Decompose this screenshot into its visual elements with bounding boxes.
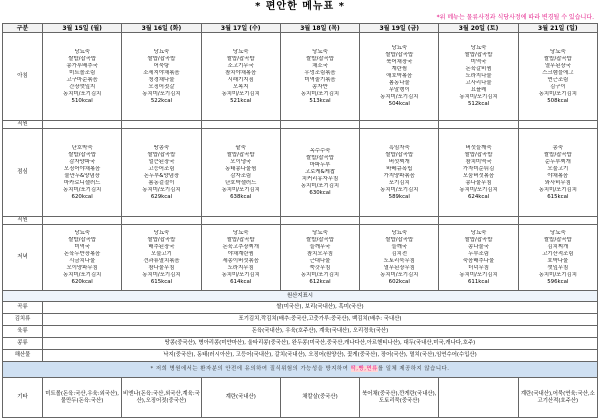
menu-item: 북어채장국: [386, 59, 413, 65]
origin-label: 육류: [3, 326, 43, 338]
staff-cell: [43, 217, 122, 225]
etc-label: 기타: [3, 378, 43, 418]
menu-cell: [43, 33, 122, 121]
kcal-value: 602kcal: [388, 278, 410, 285]
menu-item: 고사리나물: [465, 80, 492, 86]
menu-item: 당뇨죽: [153, 48, 170, 55]
menu-item: 애호박볶음: [386, 73, 413, 79]
kcal-value: 629kcal: [150, 193, 173, 200]
menu-item: 버섯들깨죽: [465, 144, 492, 151]
menu-item: 쌀밥/잡곡밥: [543, 236, 572, 243]
menu-item: 당뇨죽: [391, 45, 408, 51]
menu-item: 돈육고추장찌개: [222, 243, 259, 250]
staff-cell: [518, 217, 597, 225]
menu-item: 배추된장국: [148, 243, 175, 250]
menu-item: 오이양파무침: [66, 264, 98, 271]
menu-item: 봄동나물: [388, 80, 410, 86]
menu-item: 쌀밥/잡곡밥: [306, 236, 334, 243]
staff-cell: [439, 217, 518, 225]
menu-item: 소세지야채볶음: [143, 69, 180, 76]
menu-item: 단호박샐러드: [225, 179, 257, 186]
menu-item: 쌀밥/잡곡밥: [68, 55, 97, 62]
menu-item: 김구이: [550, 83, 566, 90]
menu-item: 참치오무침: [306, 250, 333, 257]
menu-cell: [201, 225, 280, 291]
menu-item: 모둠버섯볶음: [462, 172, 495, 179]
menu-item: 쌀밥/잡곡밥: [147, 151, 176, 158]
staff-cell: [360, 121, 439, 129]
menu-table: [2, 23, 598, 418]
staff-cell: [280, 217, 359, 225]
kcal-value: 630kcal: [309, 190, 331, 196]
menu-item: 동치미/포기김치: [538, 186, 577, 193]
menu-item: 치커리유자무침: [301, 176, 339, 182]
menu-item: 동태콩나물찜: [225, 165, 257, 172]
page-title: * 편안한 메뉴표 *: [255, 1, 345, 12]
menu-item: 버섯찌개: [388, 158, 410, 165]
origin-row: [3, 302, 598, 314]
menu-item: 동치미/포기김치: [142, 186, 181, 193]
menu-item: 견과류멸치볶음: [143, 257, 180, 264]
kcal-value: 624kcal: [467, 193, 490, 200]
staff-row: [3, 217, 598, 225]
menu-item: 연근조림: [547, 76, 569, 83]
origin-text: 쌀(미국산), 보리(국내산), 흑미(국산): [43, 302, 598, 314]
menu-item: 가지양파볶음: [383, 172, 415, 179]
menu-item: 콩나물국: [468, 243, 489, 250]
day-header: 3월 18일 (목): [280, 24, 359, 33]
origin-text: 돈육(국내산), 우육(호주산), 계육(국내산), 오리정육(국산): [43, 326, 598, 338]
menu-item: 동치미/포기김치: [63, 90, 102, 97]
menu-item: 순두부찌개: [544, 158, 571, 165]
etc-row: [3, 378, 598, 418]
menu-item: 청경채나물: [148, 76, 175, 83]
menu-item: 참치미역국: [465, 158, 492, 165]
menu-cell: [280, 33, 359, 121]
menu-item: 당뇨죽: [232, 229, 249, 236]
menu-item: 열무된장국: [544, 62, 571, 69]
menu-item: 쌀밥/잡곡밥: [543, 55, 572, 62]
menu-item: 동치미/포기김치: [221, 186, 260, 193]
menu-item: 근대나물: [309, 257, 331, 264]
menu-item: 콩죽: [552, 144, 564, 151]
menu-item: 요플레: [470, 87, 487, 93]
menu-item: 동치미/포기김치: [63, 271, 102, 278]
menu-item: 쌀밥/잡곡밥: [464, 151, 493, 158]
menu-item: 오이냉국: [230, 158, 252, 165]
menu-item: 콩자반: [312, 83, 328, 90]
menu-item: 얼큰된장국: [148, 158, 175, 165]
staff-label: 직원: [3, 217, 43, 225]
kcal-value: 589kcal: [388, 193, 410, 200]
staff-label: 직원: [3, 121, 43, 129]
change-notice: *위 메뉴는 물류사정과 식당사정에 따라 변경될 수 있습니다.: [436, 14, 594, 21]
menu-cell: [439, 129, 518, 217]
menu-item: 와사비무침: [544, 179, 571, 186]
origin-row: [3, 326, 598, 338]
etc-cell: 계란(국내산): [201, 378, 280, 418]
menu-item: 포기김치: [388, 179, 410, 186]
kcal-value: 521kcal: [230, 97, 252, 104]
menu-item: 깻잎무침: [547, 264, 569, 271]
menu-cell: [280, 129, 359, 217]
menu-cell: [201, 33, 280, 121]
kcal-value: 614kcal: [230, 278, 252, 285]
menu-cell: [518, 225, 597, 291]
origin-heading-row: [3, 291, 598, 302]
menu-item: 고기산적조림: [542, 250, 574, 257]
kcal-value: 504kcal: [388, 101, 410, 107]
menu-item: 두부조림: [468, 250, 489, 257]
menu-item: 동치미/포기김치: [300, 183, 340, 189]
kcal-value: 510kcal: [71, 97, 93, 104]
menu-item: 동치미/포기김치: [538, 271, 577, 278]
menu-item: 고등어조림: [148, 165, 175, 172]
menu-item: 동치미/포기김치: [459, 94, 498, 100]
menu-item: 야채계란찜: [227, 250, 254, 257]
menu-item: 마파두부: [309, 162, 331, 168]
menu-item: 쌀밥/잡곡밥: [543, 151, 572, 158]
menu-item: 쌀밥/잡곡밥: [464, 52, 493, 58]
menu-item: 어묵탕: [153, 62, 170, 69]
menu-item: 당뇨죽: [312, 48, 328, 55]
menu-item: 오징어야채볶음: [63, 165, 101, 172]
origin-label: 곡류: [3, 302, 43, 314]
menu-item: 미역줄기볶음: [304, 76, 336, 83]
meal-row: [3, 129, 598, 217]
kcal-value: 620kcal: [71, 193, 93, 200]
etc-cell: 계란(국내산),어묵(연육:국산,소고기산적(호주산): [518, 378, 597, 418]
menu-item: 당뇨죽: [74, 229, 90, 236]
menu-item: 쌀밥/잡곡밥: [385, 151, 414, 158]
menu-item: 숙음배추나물: [462, 257, 495, 264]
menu-item: 동치미/포기김치: [142, 90, 181, 97]
menu-item: 동치미/포기김치: [459, 271, 498, 278]
menu-cell: [201, 129, 280, 217]
menu-item: 쌀밥/잡곡밥: [464, 236, 493, 243]
menu-item: 소고기무국: [227, 62, 254, 69]
kcal-value: 508kcal: [547, 97, 569, 104]
origin-row: [3, 314, 598, 326]
menu-item: 쌀밥/잡곡밥: [385, 236, 414, 243]
menu-item: 쌀밥/잡곡밥: [147, 236, 176, 243]
staff-cell: [43, 121, 122, 129]
day-header: 3월 20일 (토): [439, 24, 518, 33]
menu-item: 마카로니샐러드: [63, 179, 101, 186]
menu-item: 도토리묵무침: [383, 257, 415, 264]
menu-item: 오불고기: [151, 250, 172, 257]
menu-item: 스크램블에그: [542, 69, 574, 76]
kcal-value: 513kcal: [309, 97, 331, 104]
menu-item: 쌀밥/잡곡밥: [306, 155, 334, 161]
menu-item: 간장깻잎지: [69, 83, 96, 90]
menu-item: 더덕무침: [468, 264, 489, 271]
menu-item: 당뇨죽: [153, 229, 170, 236]
menu-cell: [43, 129, 122, 217]
menu-item: 참나물무침: [148, 264, 175, 271]
meal-label: 저녁: [3, 225, 43, 291]
menu-item: 오징어젓갈: [148, 83, 175, 90]
menu-item: 들깨무국: [309, 243, 331, 250]
origin-text: 포기김치,깍김치(배추:중국산,고춧가루:중국산), 백김치(배추: 국내산): [43, 314, 598, 326]
menu-item: 김치찌개: [547, 243, 569, 250]
staff-cell: [280, 121, 359, 129]
menu-item: 당뇨죽: [312, 229, 328, 236]
menu-item: 무말랭이: [388, 87, 410, 93]
etc-cell: 채칼살(중국산): [280, 378, 359, 418]
menu-item: 당뇨죽: [470, 45, 487, 51]
kcal-value: 596kcal: [547, 278, 569, 285]
menu-item: 오복지: [232, 83, 249, 90]
kcal-value: 611kcal: [467, 278, 490, 285]
origin-label: 김치류: [3, 314, 43, 326]
menu-item: 우엉조림볶음: [304, 69, 336, 76]
staff-cell: [201, 121, 280, 129]
staff-cell: [122, 121, 201, 129]
kcal-value: 612kcal: [309, 278, 331, 285]
day-header: 3월 17일 (수): [201, 24, 280, 33]
menu-item: 단호박죽: [71, 144, 93, 151]
menu-item: 미역국: [470, 59, 487, 65]
menu-item: 당뇨죽: [391, 229, 408, 236]
menu-cell: [280, 225, 359, 291]
menu-item: 돈육두반장볶음: [63, 250, 101, 257]
kcal-value: 638kcal: [230, 193, 252, 200]
menu-item: 쌀밥/잡곡밥: [68, 236, 97, 243]
staff-row: [3, 121, 598, 129]
menu-item: 미트볼조림: [69, 69, 96, 76]
origin-text: 낙지(중국산), 동태(러시아산), 고등어(국내산), 갈치(국내산), 오징어(원양산), 꽃게(중국산), 장어(국산), 멸치(국산),임연수어(수입산): [43, 350, 598, 362]
menu-cell: [518, 129, 597, 217]
meal-label: 아침: [3, 33, 43, 121]
menu-item: 동치미/포기김치: [380, 94, 419, 100]
safety-banner: [3, 362, 598, 378]
menu-item: 동치미/포기김치: [221, 90, 260, 97]
menu-item: 고로케&케찹: [304, 169, 336, 175]
menu-cell: [360, 129, 439, 217]
menu-cell: [439, 225, 518, 291]
kcal-value: 620kcal: [71, 278, 93, 285]
menu-item: 동치미/포기김치: [538, 90, 577, 97]
menu-cell: [360, 225, 439, 291]
menu-item: 쌀밥/잡곡밥: [226, 236, 255, 243]
menu-item: 콩나물무침: [465, 179, 492, 186]
menu-item: 채소국: [312, 62, 328, 69]
menu-item: 참치야채볶음: [225, 69, 257, 76]
banner-text: * 저희 병원에서는 환자분의 안전에 유의하여 질식위험의 가능성을 방지하여: [150, 366, 351, 372]
day-header: 3월 15일 (월): [43, 24, 122, 33]
menu-item: 세송이버섯볶음: [222, 257, 259, 264]
menu-item: 바베큐폭립: [386, 165, 413, 172]
menu-item: 오불고기: [547, 165, 569, 172]
etc-cell: [439, 378, 518, 418]
menu-item: 쌀밥/잡곡밥: [226, 151, 255, 158]
menu-item: 당뇨죽: [232, 48, 249, 55]
origin-row: [3, 338, 598, 350]
menu-item: 동치미/포기김치: [63, 186, 102, 193]
menu-cell: [360, 33, 439, 121]
origin-heading: 원산지표시: [3, 291, 598, 302]
menu-item: 동치미/포기김치: [380, 186, 419, 193]
menu-item: 콩가루배추국: [66, 62, 98, 69]
kcal-value: 512kcal: [467, 101, 490, 107]
menu-cell: [439, 33, 518, 121]
menu-item: 계란찜: [391, 66, 408, 72]
etc-cell: 미트볼(돈육:국산,우육:외국산),물만두(돈육:국산): [43, 378, 122, 418]
origin-row: [3, 350, 598, 362]
staff-cell: [360, 217, 439, 225]
staff-cell: [201, 217, 280, 225]
menu-item: 땅콩죽: [153, 144, 170, 151]
menu-item: 당뇨죽: [74, 48, 90, 55]
menu-item: 호박나물: [547, 257, 569, 264]
menu-item: 쌀밥/잡곡밥: [68, 151, 97, 158]
menu-cell: [122, 33, 201, 121]
menu-item: 쌀밥/잡곡밥: [306, 55, 334, 62]
menu-item: 야채볶음: [547, 172, 569, 179]
banner-text-end: 를 일체 제공하지 않습니다.: [377, 366, 450, 372]
menu-cell: [518, 33, 597, 121]
day-header: 3월 16일 (화): [122, 24, 201, 33]
menu-item: 감자양파국: [69, 158, 96, 165]
menu-item: 팥죽: [235, 144, 246, 151]
etc-cell: 북어채(중국산),깐게란(국내산),도토리묵(중국산): [360, 378, 439, 418]
menu-item: 김치전: [391, 250, 408, 257]
menu-item: 물만두&양념장: [64, 172, 100, 179]
menu-item: 돈두부&양념장: [143, 172, 180, 179]
meal-row: [3, 225, 598, 291]
menu-item: 당뇨죽: [550, 48, 566, 55]
menu-item: 가자미순튀김: [462, 165, 495, 172]
kcal-value: 615kcal: [547, 193, 569, 200]
menu-item: 고구마순볶음: [66, 76, 98, 83]
origin-label: 콩류: [3, 338, 43, 350]
menu-item: 흑임자죽: [388, 144, 410, 151]
etc-cell: 비엔나(돈육:국산,외국산,계육:국산),오징어젓(중국산): [122, 378, 201, 418]
kcal-value: 615kcal: [150, 278, 173, 285]
menu-item: 쌀밥/잡곡밥: [385, 52, 414, 58]
menu-item: 감자조림: [230, 172, 252, 179]
menu-item: 동치미/포기김치: [300, 271, 340, 278]
menu-item: 봄동겉절이: [148, 179, 175, 186]
menu-item: 쌀밥/잡곡밥: [147, 55, 176, 62]
menu-item: 도라지무침: [227, 264, 254, 271]
menu-cell: [43, 225, 122, 291]
menu-item: 당뇨죽: [470, 229, 487, 236]
banner-highlight: 떡,빵,면류: [350, 366, 378, 372]
day-header: 3월 21일 (일): [518, 24, 597, 33]
menu-item: 미역국: [74, 243, 90, 250]
menu-item: 동치미/포기김치: [221, 271, 260, 278]
kcal-value: 522kcal: [150, 97, 173, 104]
menu-cell: [122, 225, 201, 291]
menu-item: 동치미/포기김치: [300, 90, 340, 97]
menu-item: 도라지나물: [465, 73, 492, 79]
meal-label: 점심: [3, 129, 43, 217]
staff-cell: [122, 217, 201, 225]
origin-label: 해산물: [3, 350, 43, 362]
menu-cell: [122, 129, 201, 217]
menu-item: 동치미/포기김치: [380, 271, 419, 278]
corner-header: 구분: [3, 24, 43, 33]
staff-cell: [518, 121, 597, 129]
banner-row: [3, 362, 598, 378]
menu-item: 옥수수죽: [309, 148, 331, 154]
menu-item: 들깨국: [391, 243, 408, 250]
staff-cell: [439, 121, 518, 129]
menu-item: 당뇨죽: [550, 229, 566, 236]
header-row: [3, 24, 598, 33]
menu-item: 시래기지짐: [227, 76, 254, 83]
day-header: 3월 19일 (금): [360, 24, 439, 33]
menu-item: 열무된장무침: [383, 264, 415, 271]
meal-row: [3, 33, 598, 121]
menu-item: 쑥갓무침: [309, 264, 331, 271]
menu-item: 시금치나물: [69, 257, 96, 264]
menu-item: 동치미/포기김치: [459, 186, 498, 193]
menu-item: 돈육갈비찜: [465, 66, 492, 72]
menu-item: 쌀밥/잡곡밥: [226, 55, 255, 62]
menu-item: 동치미/포기김치: [142, 271, 181, 278]
origin-text: 땅콩(중국산), 병아리콩(미얀마산), 울타리콩(중국산), 완두콩(미국산,중국산,캐나다산,아르헨티나산), 대두(국내산,미국,캐나다,호주): [43, 338, 598, 350]
